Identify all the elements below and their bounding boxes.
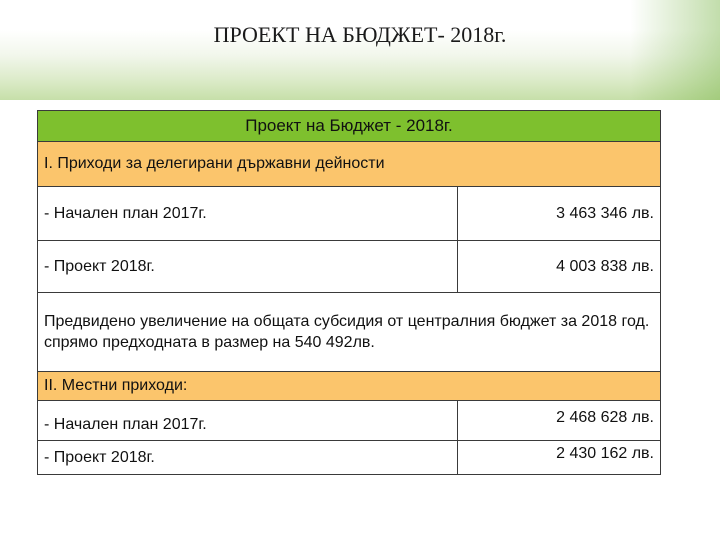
table-title: Проект на Бюджет - 2018г. <box>38 111 661 142</box>
row-value: 2 430 162 лв. <box>458 441 661 475</box>
row-value: 3 463 346 лв. <box>458 187 661 241</box>
section1-note: Предвидено увеличение на общата субсидия от централния бюджет за 2018 год. спрямо предходната в размер на 540 492лв. <box>38 293 661 372</box>
table-row <box>38 187 661 241</box>
row-value: 2 468 628 лв. <box>458 401 661 441</box>
section1-header-row <box>38 142 661 187</box>
row-label: - Проект 2018г. <box>38 441 458 475</box>
budget-table-container <box>37 110 660 475</box>
table-row <box>38 441 661 475</box>
slide-header <box>0 0 720 100</box>
row-label: - Проект 2018г. <box>38 241 458 293</box>
row-label: - Начален план 2017г. <box>38 401 458 441</box>
page-title: ПРОЕКТ НА БЮДЖЕТ- 2018г. <box>213 22 507 47</box>
table-row <box>38 401 661 441</box>
table-title-row <box>38 111 661 142</box>
section1-note-row <box>38 293 661 372</box>
section1-label: I. Приходи за делегирани държавни дейности <box>38 142 661 187</box>
row-value: 4 003 838 лв. <box>458 241 661 293</box>
budget-table <box>37 110 661 475</box>
section2-header-row <box>38 372 661 401</box>
table-row <box>38 241 661 293</box>
header-stripe <box>630 0 720 100</box>
row-label: - Начален план 2017г. <box>38 187 458 241</box>
section2-label: II. Местни приходи: <box>38 372 661 401</box>
